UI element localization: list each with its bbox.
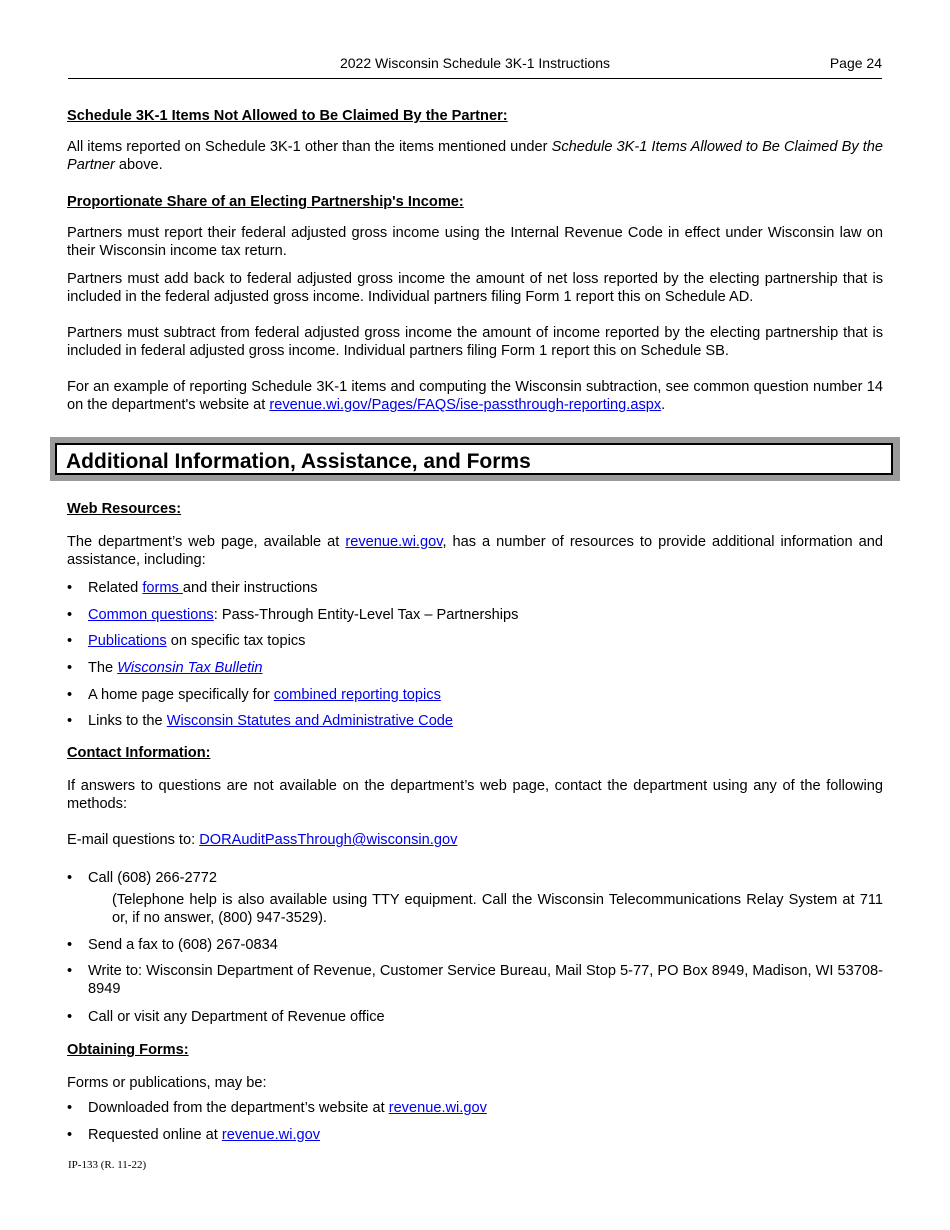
upper-content: [67, 108, 883, 414]
list-item: • Related forms and their instructions: [67, 580, 318, 596]
list-item: • Common questions: Pass-Through Entity-Level Tax – Partnerships: [67, 606, 519, 623]
contact-email: E-mail questions to: DORAuditPassThrough@wisconsin.gov: [67, 832, 458, 849]
email-link[interactable]: DORAuditPassThrough@wisconsin.gov: [199, 832, 458, 849]
forms-intro: Forms or publications, may be:: [67, 1075, 267, 1092]
not-allowed-text: All items reported on Schedule 3K-1 other than the items mentioned under Schedule 3K-1 Items Allowed to Be Claimed By the Partner above.: [67, 139, 884, 173]
not-allowed-heading: Schedule 3K-1 Items Not Allowed to Be Claimed By the Partner:: [67, 108, 508, 124]
section-banner-inner: [55, 443, 893, 475]
list-item: • Call (608) 266-2772 (Telephone help is also available using TTY equipment. Call the Wisconsin Telecommunications Relay System at 711 or, if no answer, (800) 947-3529).: [67, 870, 883, 927]
combined-reporting-link[interactable]: combined reporting topics: [273, 686, 441, 703]
passthrough-reporting-link[interactable]: revenue.wi.gov/Pages/FAQS/ise-passthrough-reporting.aspx: [269, 397, 662, 413]
header-divider: [68, 78, 882, 79]
list-item: • Requested online at revenue.wi.gov: [67, 1126, 321, 1143]
list-item: • Send a fax to (608) 267-0834: [67, 937, 278, 954]
list-item: • Write to: Wisconsin Department of Revenue, Customer Service Bureau, Mail Stop 5-77, PO Box 8949, Madison, WI 53708-8949: [67, 963, 883, 998]
forms-link[interactable]: forms: [142, 580, 183, 596]
contact-methods-list: [67, 869, 883, 1026]
list-item: • Call or visit any Department of Revenue office: [67, 1009, 385, 1026]
request-forms-link[interactable]: revenue.wi.gov: [221, 1126, 321, 1143]
page-header-title: 2022 Wisconsin Schedule 3K-1 Instructions: [339, 55, 611, 71]
proportionate-p1: Partners must report their federal adjusted gross income using the Internal Revenue Code in effect under Wisconsin law on their Wisconsin income tax return.: [67, 225, 883, 259]
web-resources-heading: Web Resources:: [67, 501, 182, 517]
list-item: • Publications on specific tax topics: [67, 633, 306, 650]
tax-bulletin-link[interactable]: Wisconsin Tax Bulletin: [117, 660, 263, 677]
form-code-footer: IP-133 (R. 11-22): [68, 1159, 147, 1171]
proportionate-heading: Proportionate Share of an Electing Partnership's Income:: [67, 194, 464, 210]
contact-heading: Contact Information:: [67, 745, 211, 762]
section-title: Additional Information, Assistance, and Forms: [66, 450, 531, 473]
web-intro: The department’s web page, available at revenue.wi.gov, has a number of resources to provide additional information and assistance, including:: [67, 534, 883, 568]
list-item: • The Wisconsin Tax Bulletin: [67, 660, 263, 677]
web-resources-list: [67, 579, 883, 730]
list-item: • A home page specifically for combined reporting topics: [67, 686, 441, 703]
common-questions-link[interactable]: Common questions: [88, 606, 214, 623]
publications-link[interactable]: Publications: [88, 633, 167, 650]
statutes-link[interactable]: Wisconsin Statutes and Administrative Code: [166, 713, 454, 730]
obtaining-forms-list: [67, 1099, 883, 1144]
proportionate-p2: Partners must add back to federal adjusted gross income the amount of net loss reported by the electing partnership that is included in the federal adjusted gross income. Individual partners filing Form 1 report this on Schedule AD.: [67, 271, 883, 305]
list-item: • Downloaded from the department’s website at revenue.wi.gov: [67, 1100, 487, 1117]
revenue-link[interactable]: revenue.wi.gov: [345, 534, 443, 550]
obtaining-forms-heading: Obtaining Forms:: [67, 1042, 189, 1059]
proportionate-p4: For an example of reporting Schedule 3K-1 items and computing the Wisconsin subtraction, see common question number 14 on the department's website at revenue.wi.gov/Pages/FAQS/ise-passthrough-reporting.aspx.: [67, 379, 883, 413]
section-banner: [50, 437, 900, 481]
download-forms-link[interactable]: revenue.wi.gov: [388, 1100, 487, 1117]
proportionate-p3: Partners must subtract from federal adjusted gross income the amount of income reported by the electing partnership that is included in federal adjusted gross income. Individual partners filing Form 1 report this on Schedule SB.: [67, 325, 883, 359]
tty-note: (Telephone help is also available using TTY equipment. Call the Wisconsin Telecommunications Relay System at 711 or, if no answer, (800) 947-3529).: [112, 892, 883, 927]
page-number: Page 24: [829, 55, 882, 71]
lower-content: [67, 501, 883, 1153]
list-item: • Links to the Wisconsin Statutes and Administrative Code: [67, 713, 454, 730]
contact-intro: If answers to questions are not available on the department’s web page, contact the department using any of the following methods:: [67, 778, 883, 813]
